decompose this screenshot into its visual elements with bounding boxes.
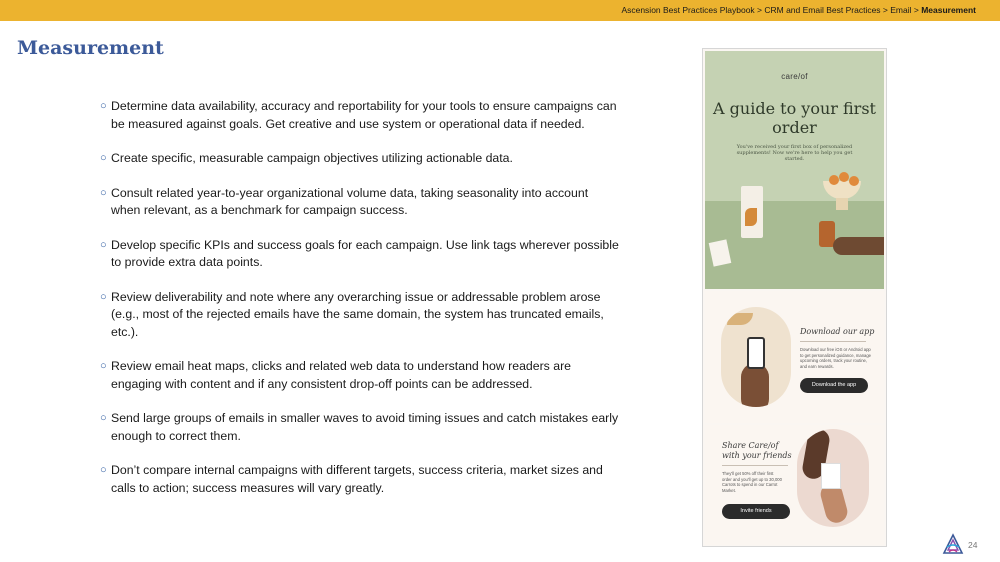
- email-hero-title: A guide to your first order: [713, 99, 876, 137]
- breadcrumb-current: Measurement: [921, 5, 976, 15]
- bullet-item: [100, 98, 620, 133]
- bullet-item: [100, 410, 620, 445]
- bullet-marker: ○: [100, 290, 107, 303]
- hand-illustration: [833, 237, 884, 255]
- bullet-item: [100, 237, 620, 272]
- bullet-item: [100, 289, 620, 342]
- email-hero: [705, 51, 884, 289]
- breadcrumb-path: Ascension Best Practices Playbook > CRM and Email Best Practices > Email >: [621, 5, 922, 15]
- fruit-illustration: [829, 175, 839, 185]
- bullet-marker: ○: [100, 238, 107, 251]
- breadcrumb: [621, 5, 976, 15]
- bullet-text: Review email heat maps, clicks and related web data to understand how readers are engaging with content and if any consistent drop-off points can be addressed.: [111, 359, 572, 391]
- bullet-marker: ○: [100, 412, 107, 424]
- bullet-marker: ○: [100, 186, 107, 199]
- bullet-item: [100, 150, 620, 168]
- bullet-list: [100, 98, 620, 514]
- share-section-body: They'll get 50% off their first order and you'll get up to 30,000 Carrots to spend in our Carrot Market.: [722, 471, 782, 493]
- divider: [800, 341, 866, 342]
- bullet-text: Consult related year-to-year organizational volume data, taking seasonality into account when relevant, as a benchmark for campaign success.: [111, 185, 589, 217]
- phone-illustration: [747, 337, 765, 369]
- bullet-text: Determine data availability, accuracy and reportability for your tools to ensure campaigns can be measured against goals. Get creative and use system or operational data if needed.: [111, 99, 617, 131]
- bullet-text: Create specific, measurable campaign objectives utilizing actionable data.: [111, 151, 513, 165]
- supplement-box-illustration: [741, 186, 763, 238]
- header-bar: [0, 0, 1000, 21]
- bowl-stem: [836, 198, 848, 210]
- page-title: Measurement: [17, 37, 164, 59]
- ascension-logo-icon: [942, 533, 964, 555]
- fruit-illustration: [839, 172, 849, 182]
- divider: [722, 465, 788, 466]
- email-preview-image: [702, 48, 887, 547]
- app-photo: [721, 307, 791, 407]
- email-brand-logo: care/of: [781, 72, 808, 81]
- bullet-text: Send large groups of emails in smaller waves to avoid timing issues and catch mistakes early enough to correct them.: [111, 411, 619, 443]
- invite-friends-button: Invite friends: [722, 504, 790, 519]
- leaf-illustration: [727, 313, 753, 325]
- fruit-illustration: [849, 176, 859, 186]
- bullet-item: [100, 358, 620, 393]
- app-section-title: Download our app: [800, 327, 875, 336]
- bullet-item: [100, 185, 620, 220]
- bullet-marker: ○: [100, 152, 107, 164]
- bullet-text: Review deliverability and note where any overarching issue or addressable problem arose (e.g., most of the rejected emails have the same domain, the system has truncated emails, etc.).: [111, 289, 604, 339]
- download-app-button: Download the app: [800, 378, 868, 393]
- email-hero-subtitle: You've received your first box of personalized supplements! Now we're here to help you get started.: [736, 144, 853, 162]
- arm-illustration: [741, 363, 769, 407]
- card-illustration: [821, 463, 841, 489]
- bullet-text: Develop specific KPIs and success goals for each campaign. Use link tags wherever possible to provide extra data points.: [111, 237, 619, 269]
- email-app-section: [705, 291, 884, 423]
- bullet-marker: ○: [100, 464, 107, 476]
- email-share-section: [705, 425, 884, 545]
- page-number: 24: [968, 540, 978, 550]
- share-photo: [797, 429, 869, 527]
- bullet-text: Don’t compare internal campaigns with different targets, success criteria, market sizes and calls to action; success measures will vary greatly.: [111, 463, 603, 495]
- share-section-title: Share Care/of with your friends: [722, 441, 792, 460]
- app-section-body: Download our free iOS or Android app to get personalized guidance, manage upcoming orders, track your routine, and earn rewards.: [800, 347, 872, 369]
- bullet-marker: ○: [100, 100, 107, 112]
- bullet-marker: ○: [100, 360, 107, 372]
- bullet-item: [100, 462, 620, 497]
